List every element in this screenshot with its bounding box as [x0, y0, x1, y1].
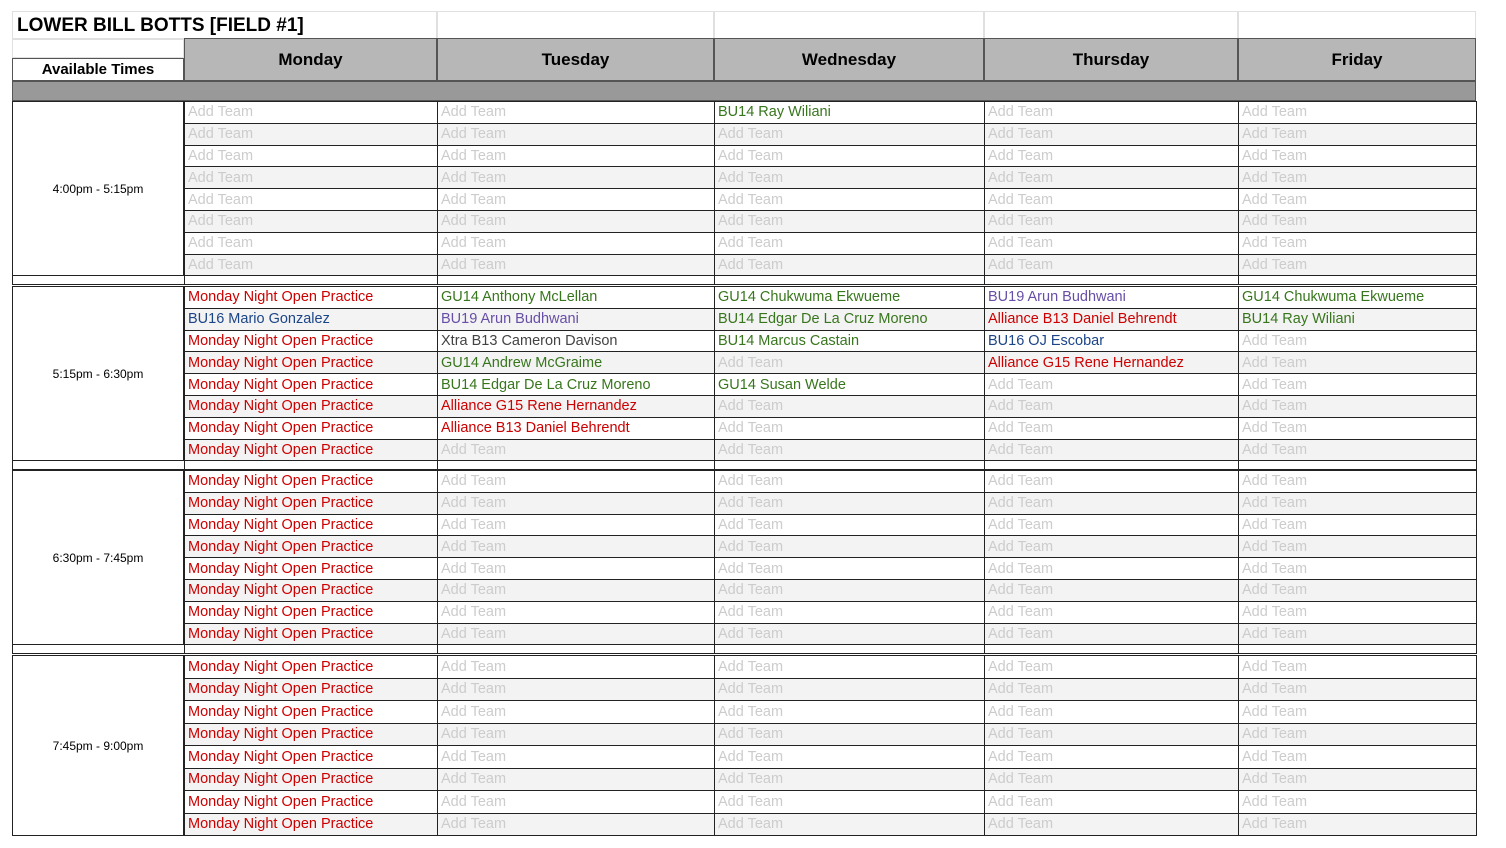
- add-team-slot-tuesday[interactable]: Add Team: [437, 723, 715, 747]
- team-slot-tuesday[interactable]: BU19 Arun Budhwani: [437, 308, 715, 331]
- team-slot-friday[interactable]: GU14 Chukwuma Ekwueme: [1238, 286, 1477, 309]
- add-team-slot-tuesday[interactable]: Add Team: [437, 145, 715, 168]
- add-team-slot-friday[interactable]: Add Team: [1238, 768, 1477, 792]
- team-slot-monday[interactable]: Monday Night Open Practice: [184, 768, 438, 792]
- add-team-slot-wednesday[interactable]: Add Team: [714, 351, 985, 374]
- spacer-cell: [1238, 644, 1477, 654]
- spacer-cell: [184, 275, 438, 285]
- add-team-slot-tuesday[interactable]: Add Team: [437, 700, 715, 724]
- add-team-slot-friday[interactable]: Add Team: [1238, 723, 1477, 747]
- add-team-slot-thursday[interactable]: Add Team: [984, 439, 1239, 462]
- team-slot-monday[interactable]: Monday Night Open Practice: [184, 623, 438, 646]
- add-team-slot-thursday[interactable]: Add Team: [984, 535, 1239, 558]
- day-header-thursday: Thursday: [984, 38, 1238, 81]
- add-team-slot-tuesday[interactable]: Add Team: [437, 813, 715, 837]
- add-team-slot-tuesday[interactable]: Add Team: [437, 470, 715, 493]
- add-team-slot-friday[interactable]: Add Team: [1238, 254, 1477, 277]
- add-team-slot-thursday[interactable]: Add Team: [984, 101, 1239, 124]
- spacer-cell: [984, 644, 1239, 654]
- add-team-slot-wednesday[interactable]: Add Team: [714, 535, 985, 558]
- team-slot-monday[interactable]: Monday Night Open Practice: [184, 579, 438, 602]
- add-team-slot-monday[interactable]: Add Team: [184, 166, 438, 189]
- add-team-slot-friday[interactable]: Add Team: [1238, 417, 1477, 440]
- add-team-slot-friday[interactable]: Add Team: [1238, 145, 1477, 168]
- add-team-slot-wednesday[interactable]: Add Team: [714, 492, 985, 515]
- header-blank-cell: [437, 11, 714, 39]
- add-team-slot-thursday[interactable]: Add Team: [984, 813, 1239, 837]
- team-slot-monday[interactable]: Monday Night Open Practice: [184, 535, 438, 558]
- add-team-slot-friday[interactable]: Add Team: [1238, 101, 1477, 124]
- add-team-slot-thursday[interactable]: Add Team: [984, 790, 1239, 814]
- add-team-slot-thursday[interactable]: Add Team: [984, 188, 1239, 211]
- team-slot-tuesday[interactable]: Xtra B13 Cameron Davison: [437, 330, 715, 353]
- team-slot-monday[interactable]: BU16 Mario Gonzalez: [184, 308, 438, 331]
- day-header-monday: Monday: [184, 38, 437, 81]
- header-separator-bar: [12, 81, 1476, 101]
- team-slot-monday[interactable]: Monday Night Open Practice: [184, 678, 438, 702]
- add-team-slot-wednesday[interactable]: Add Team: [714, 623, 985, 646]
- spacer-cell: [1238, 275, 1477, 285]
- spacer-cell: [1238, 460, 1477, 470]
- team-slot-monday[interactable]: Monday Night Open Practice: [184, 745, 438, 769]
- add-team-slot-thursday[interactable]: Add Team: [984, 678, 1239, 702]
- add-team-slot-thursday[interactable]: Add Team: [984, 470, 1239, 493]
- team-slot-tuesday[interactable]: Alliance G15 Rene Hernandez: [437, 395, 715, 418]
- add-team-slot-tuesday[interactable]: Add Team: [437, 514, 715, 537]
- add-team-slot-thursday[interactable]: Add Team: [984, 601, 1239, 624]
- add-team-slot-tuesday[interactable]: Add Team: [437, 123, 715, 146]
- team-slot-thursday[interactable]: Alliance B13 Daniel Behrendt: [984, 308, 1239, 331]
- add-team-slot-wednesday[interactable]: Add Team: [714, 813, 985, 837]
- team-slot-wednesday[interactable]: GU14 Susan Welde: [714, 373, 985, 396]
- add-team-slot-tuesday[interactable]: Add Team: [437, 210, 715, 233]
- team-slot-monday[interactable]: Monday Night Open Practice: [184, 351, 438, 374]
- add-team-slot-monday[interactable]: Add Team: [184, 101, 438, 124]
- spacer-cell: [437, 644, 715, 654]
- add-team-slot-friday[interactable]: Add Team: [1238, 395, 1477, 418]
- add-team-slot-thursday[interactable]: Add Team: [984, 579, 1239, 602]
- spacer-cell: [437, 275, 715, 285]
- add-team-slot-friday[interactable]: Add Team: [1238, 579, 1477, 602]
- add-team-slot-monday[interactable]: Add Team: [184, 210, 438, 233]
- add-team-slot-tuesday[interactable]: Add Team: [437, 768, 715, 792]
- add-team-slot-friday[interactable]: Add Team: [1238, 623, 1477, 646]
- spacer-cell: [714, 275, 985, 285]
- add-team-slot-wednesday[interactable]: Add Team: [714, 514, 985, 537]
- add-team-slot-friday[interactable]: Add Team: [1238, 210, 1477, 233]
- add-team-slot-wednesday[interactable]: Add Team: [714, 395, 985, 418]
- sheet-title: LOWER BILL BOTTS [FIELD #1]: [12, 11, 437, 39]
- spacer-cell: [437, 460, 715, 470]
- add-team-slot-monday[interactable]: Add Team: [184, 145, 438, 168]
- add-team-slot-tuesday[interactable]: Add Team: [437, 678, 715, 702]
- header-blank-cell: [12, 39, 184, 58]
- add-team-slot-thursday[interactable]: Add Team: [984, 723, 1239, 747]
- add-team-slot-thursday[interactable]: Add Team: [984, 373, 1239, 396]
- add-team-slot-thursday[interactable]: Add Team: [984, 123, 1239, 146]
- add-team-slot-tuesday[interactable]: Add Team: [437, 101, 715, 124]
- add-team-slot-tuesday[interactable]: Add Team: [437, 166, 715, 189]
- team-slot-wednesday[interactable]: BU14 Edgar De La Cruz Moreno: [714, 308, 985, 331]
- add-team-slot-tuesday[interactable]: Add Team: [437, 535, 715, 558]
- add-team-slot-friday[interactable]: Add Team: [1238, 601, 1477, 624]
- add-team-slot-thursday[interactable]: Add Team: [984, 514, 1239, 537]
- add-team-slot-wednesday[interactable]: Add Team: [714, 232, 985, 255]
- team-slot-wednesday[interactable]: BU14 Ray Wiliani: [714, 101, 985, 124]
- spacer-cell: [184, 460, 438, 470]
- add-team-slot-tuesday[interactable]: Add Team: [437, 579, 715, 602]
- add-team-slot-tuesday[interactable]: Add Team: [437, 439, 715, 462]
- team-slot-monday[interactable]: Monday Night Open Practice: [184, 330, 438, 353]
- team-slot-monday[interactable]: Monday Night Open Practice: [184, 373, 438, 396]
- header-blank-cell: [714, 11, 984, 39]
- team-slot-monday[interactable]: Monday Night Open Practice: [184, 470, 438, 493]
- add-team-slot-friday[interactable]: Add Team: [1238, 188, 1477, 211]
- add-team-slot-friday[interactable]: Add Team: [1238, 700, 1477, 724]
- add-team-slot-friday[interactable]: Add Team: [1238, 514, 1477, 537]
- add-team-slot-thursday[interactable]: Add Team: [984, 557, 1239, 580]
- team-slot-monday[interactable]: Monday Night Open Practice: [184, 601, 438, 624]
- add-team-slot-friday[interactable]: Add Team: [1238, 745, 1477, 769]
- team-slot-tuesday[interactable]: BU14 Edgar De La Cruz Moreno: [437, 373, 715, 396]
- spacer-cell: [984, 275, 1239, 285]
- day-header-wednesday: Wednesday: [714, 38, 984, 81]
- add-team-slot-friday[interactable]: Add Team: [1238, 330, 1477, 353]
- time-slot-label: 4:00pm - 5:15pm: [12, 101, 184, 276]
- add-team-slot-thursday[interactable]: Add Team: [984, 254, 1239, 277]
- add-team-slot-friday[interactable]: Add Team: [1238, 790, 1477, 814]
- add-team-slot-wednesday[interactable]: Add Team: [714, 700, 985, 724]
- add-team-slot-tuesday[interactable]: Add Team: [437, 232, 715, 255]
- add-team-slot-friday[interactable]: Add Team: [1238, 166, 1477, 189]
- add-team-slot-tuesday[interactable]: Add Team: [437, 492, 715, 515]
- add-team-slot-wednesday[interactable]: Add Team: [714, 723, 985, 747]
- add-team-slot-thursday[interactable]: Add Team: [984, 417, 1239, 440]
- add-team-slot-friday[interactable]: Add Team: [1238, 232, 1477, 255]
- add-team-slot-wednesday[interactable]: Add Team: [714, 417, 985, 440]
- team-slot-tuesday[interactable]: GU14 Andrew McGraime: [437, 351, 715, 374]
- spacer-cell: [714, 460, 985, 470]
- add-team-slot-tuesday[interactable]: Add Team: [437, 745, 715, 769]
- add-team-slot-tuesday[interactable]: Add Team: [437, 655, 715, 679]
- add-team-slot-tuesday[interactable]: Add Team: [437, 557, 715, 580]
- add-team-slot-wednesday[interactable]: Add Team: [714, 439, 985, 462]
- team-slot-monday[interactable]: Monday Night Open Practice: [184, 514, 438, 537]
- add-team-slot-thursday[interactable]: Add Team: [984, 395, 1239, 418]
- add-team-slot-friday[interactable]: Add Team: [1238, 678, 1477, 702]
- add-team-slot-friday[interactable]: Add Team: [1238, 492, 1477, 515]
- add-team-slot-monday[interactable]: Add Team: [184, 123, 438, 146]
- add-team-slot-wednesday[interactable]: Add Team: [714, 601, 985, 624]
- add-team-slot-friday[interactable]: Add Team: [1238, 535, 1477, 558]
- spacer-cell: [714, 644, 985, 654]
- add-team-slot-thursday[interactable]: Add Team: [984, 145, 1239, 168]
- team-slot-thursday[interactable]: BU16 OJ Escobar: [984, 330, 1239, 353]
- add-team-slot-thursday[interactable]: Add Team: [984, 745, 1239, 769]
- add-team-slot-thursday[interactable]: Add Team: [984, 768, 1239, 792]
- add-team-slot-thursday[interactable]: Add Team: [984, 210, 1239, 233]
- add-team-slot-wednesday[interactable]: Add Team: [714, 579, 985, 602]
- team-slot-monday[interactable]: Monday Night Open Practice: [184, 557, 438, 580]
- available-times-header: Available Times: [12, 58, 184, 81]
- add-team-slot-thursday[interactable]: Add Team: [984, 655, 1239, 679]
- spacer-cell: [184, 644, 438, 654]
- add-team-slot-tuesday[interactable]: Add Team: [437, 790, 715, 814]
- team-slot-monday[interactable]: Monday Night Open Practice: [184, 417, 438, 440]
- add-team-slot-thursday[interactable]: Add Team: [984, 492, 1239, 515]
- add-team-slot-wednesday[interactable]: Add Team: [714, 188, 985, 211]
- team-slot-thursday[interactable]: Alliance G15 Rene Hernandez: [984, 351, 1239, 374]
- add-team-slot-wednesday[interactable]: Add Team: [714, 745, 985, 769]
- team-slot-monday[interactable]: Monday Night Open Practice: [184, 655, 438, 679]
- team-slot-monday[interactable]: Monday Night Open Practice: [184, 439, 438, 462]
- team-slot-wednesday[interactable]: GU14 Chukwuma Ekwueme: [714, 286, 985, 309]
- team-slot-friday[interactable]: BU14 Ray Wiliani: [1238, 308, 1477, 331]
- day-header-friday: Friday: [1238, 38, 1476, 81]
- add-team-slot-wednesday[interactable]: Add Team: [714, 123, 985, 146]
- add-team-slot-wednesday[interactable]: Add Team: [714, 655, 985, 679]
- team-slot-monday[interactable]: Monday Night Open Practice: [184, 492, 438, 515]
- add-team-slot-wednesday[interactable]: Add Team: [714, 678, 985, 702]
- add-team-slot-wednesday[interactable]: Add Team: [714, 790, 985, 814]
- team-slot-monday[interactable]: Monday Night Open Practice: [184, 790, 438, 814]
- add-team-slot-friday[interactable]: Add Team: [1238, 123, 1477, 146]
- add-team-slot-tuesday[interactable]: Add Team: [437, 601, 715, 624]
- header-blank-cell: [984, 11, 1238, 39]
- add-team-slot-wednesday[interactable]: Add Team: [714, 145, 985, 168]
- team-slot-tuesday[interactable]: GU14 Anthony McLellan: [437, 286, 715, 309]
- add-team-slot-wednesday[interactable]: Add Team: [714, 768, 985, 792]
- time-slot-label: 5:15pm - 6:30pm: [12, 286, 184, 461]
- add-team-slot-friday[interactable]: Add Team: [1238, 470, 1477, 493]
- add-team-slot-tuesday[interactable]: Add Team: [437, 623, 715, 646]
- team-slot-monday[interactable]: Monday Night Open Practice: [184, 700, 438, 724]
- team-slot-monday[interactable]: Monday Night Open Practice: [184, 813, 438, 837]
- time-slot-label: 7:45pm - 9:00pm: [12, 655, 184, 836]
- add-team-slot-wednesday[interactable]: Add Team: [714, 470, 985, 493]
- add-team-slot-wednesday[interactable]: Add Team: [714, 254, 985, 277]
- add-team-slot-wednesday[interactable]: Add Team: [714, 557, 985, 580]
- add-team-slot-thursday[interactable]: Add Team: [984, 166, 1239, 189]
- add-team-slot-tuesday[interactable]: Add Team: [437, 254, 715, 277]
- add-team-slot-friday[interactable]: Add Team: [1238, 439, 1477, 462]
- add-team-slot-wednesday[interactable]: Add Team: [714, 166, 985, 189]
- add-team-slot-wednesday[interactable]: Add Team: [714, 210, 985, 233]
- add-team-slot-friday[interactable]: Add Team: [1238, 655, 1477, 679]
- team-slot-wednesday[interactable]: BU14 Marcus Castain: [714, 330, 985, 353]
- add-team-slot-friday[interactable]: Add Team: [1238, 373, 1477, 396]
- add-team-slot-monday[interactable]: Add Team: [184, 232, 438, 255]
- team-slot-monday[interactable]: Monday Night Open Practice: [184, 286, 438, 309]
- add-team-slot-thursday[interactable]: Add Team: [984, 700, 1239, 724]
- header-blank-cell: [1238, 11, 1476, 39]
- team-slot-tuesday[interactable]: Alliance B13 Daniel Behrendt: [437, 417, 715, 440]
- team-slot-monday[interactable]: Monday Night Open Practice: [184, 395, 438, 418]
- add-team-slot-thursday[interactable]: Add Team: [984, 623, 1239, 646]
- day-header-tuesday: Tuesday: [437, 38, 714, 81]
- add-team-slot-tuesday[interactable]: Add Team: [437, 188, 715, 211]
- spacer-cell: [984, 460, 1239, 470]
- time-slot-label: 6:30pm - 7:45pm: [12, 470, 184, 645]
- team-slot-thursday[interactable]: BU19 Arun Budhwani: [984, 286, 1239, 309]
- add-team-slot-thursday[interactable]: Add Team: [984, 232, 1239, 255]
- add-team-slot-friday[interactable]: Add Team: [1238, 351, 1477, 374]
- team-slot-monday[interactable]: Monday Night Open Practice: [184, 723, 438, 747]
- add-team-slot-friday[interactable]: Add Team: [1238, 557, 1477, 580]
- add-team-slot-monday[interactable]: Add Team: [184, 254, 438, 277]
- add-team-slot-friday[interactable]: Add Team: [1238, 813, 1477, 837]
- add-team-slot-monday[interactable]: Add Team: [184, 188, 438, 211]
